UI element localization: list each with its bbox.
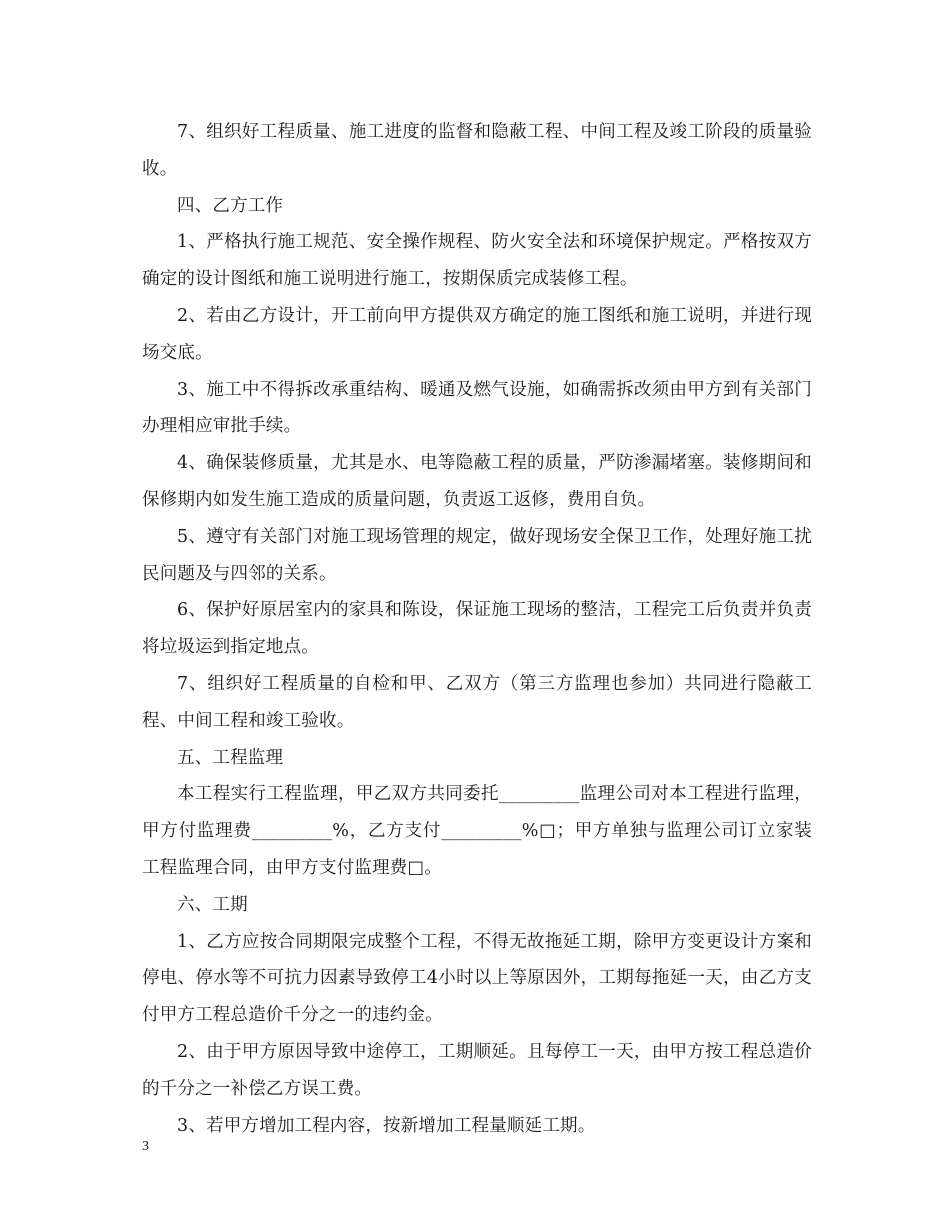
section-heading-supervision: 五、工程监理 [177, 747, 284, 768]
paragraph-item-6-furniture-protection: 6、保护好原居室内的家具和陈设，保证施工现场的整洁，工程完工后负责并负责将垃圾运到指定地点。 [142, 600, 812, 658]
paragraph-item-7-joint-inspection: 7、组织好工程质量的自检和甲、乙双方（第三方监理也参加）共同进行隐蔽工程、中间工程和竣工验收。 [142, 673, 812, 731]
section-heading-party-b-work: 四、乙方工作 [177, 195, 284, 216]
paragraph-schedule-item-3-extension: 3、若甲方增加工程内容，按新增加工程量顺延工期。 [177, 1115, 596, 1136]
paragraph-schedule-item-2-party-a-delay: 2、由于甲方原因导致中途停工，工期顺延。且每停工一天，由甲方按工程总造价的千分之一补偿乙方误工费。 [142, 1041, 812, 1099]
document-body [142, 114, 812, 1144]
paragraph-item-7-quality-acceptance: 7、组织好工程质量、施工进度的监督和隐蔽工程、中间工程及竣工阶段的质量验收。 [142, 122, 812, 179]
paragraph-item-5-site-management: 5、遵守有关部门对施工现场管理的规定，做好现场安全保卫工作，处理好施工扰民问题及与四邻的关系。 [142, 526, 812, 584]
paragraph-item-1-construction-standards: 1、严格执行施工规范、安全操作规程、防火安全法和环境保护规定。严格按双方确定的设计图纸和施工说明进行施工，按期保质完成装修工程。 [142, 232, 812, 290]
paragraph-schedule-item-1-delay-penalty: 1、乙方应按合同期限完成整个工程，不得无故拖延工期，除甲方变更设计方案和停电、停水等不可抗力因素导致停工4小时以上等原因外，工期每拖延一天，由乙方支付甲方工程总造价千分之一的违约金。 [142, 931, 812, 1026]
section-heading-schedule: 六、工期 [177, 894, 248, 915]
page-number: 3 [142, 1139, 149, 1154]
paragraph-supervision-details: 本工程实行工程监理，甲乙双方共同委托_________监理公司对本工程进行监理，甲方付监理费_________%，乙方支付_________%□；甲方单独与监理公司订立家装工程监理合同，由甲方支付监理费□。 [142, 784, 812, 878]
paragraph-item-2-design-disclosure: 2、若由乙方设计，开工前向甲方提供双方确定的施工图纸和施工说明，并进行现场交底。 [142, 305, 812, 363]
paragraph-item-3-structural-changes: 3、施工中不得拆改承重结构、暖通及燃气设施，如确需拆改须由甲方到有关部门办理相应审批手续。 [142, 379, 812, 437]
paragraph-item-4-quality-assurance: 4、确保装修质量，尤其是水、电等隐蔽工程的质量，严防渗漏堵塞。装修期间和保修期内如发生施工造成的质量问题，负责返工返修，费用自负。 [142, 453, 812, 510]
